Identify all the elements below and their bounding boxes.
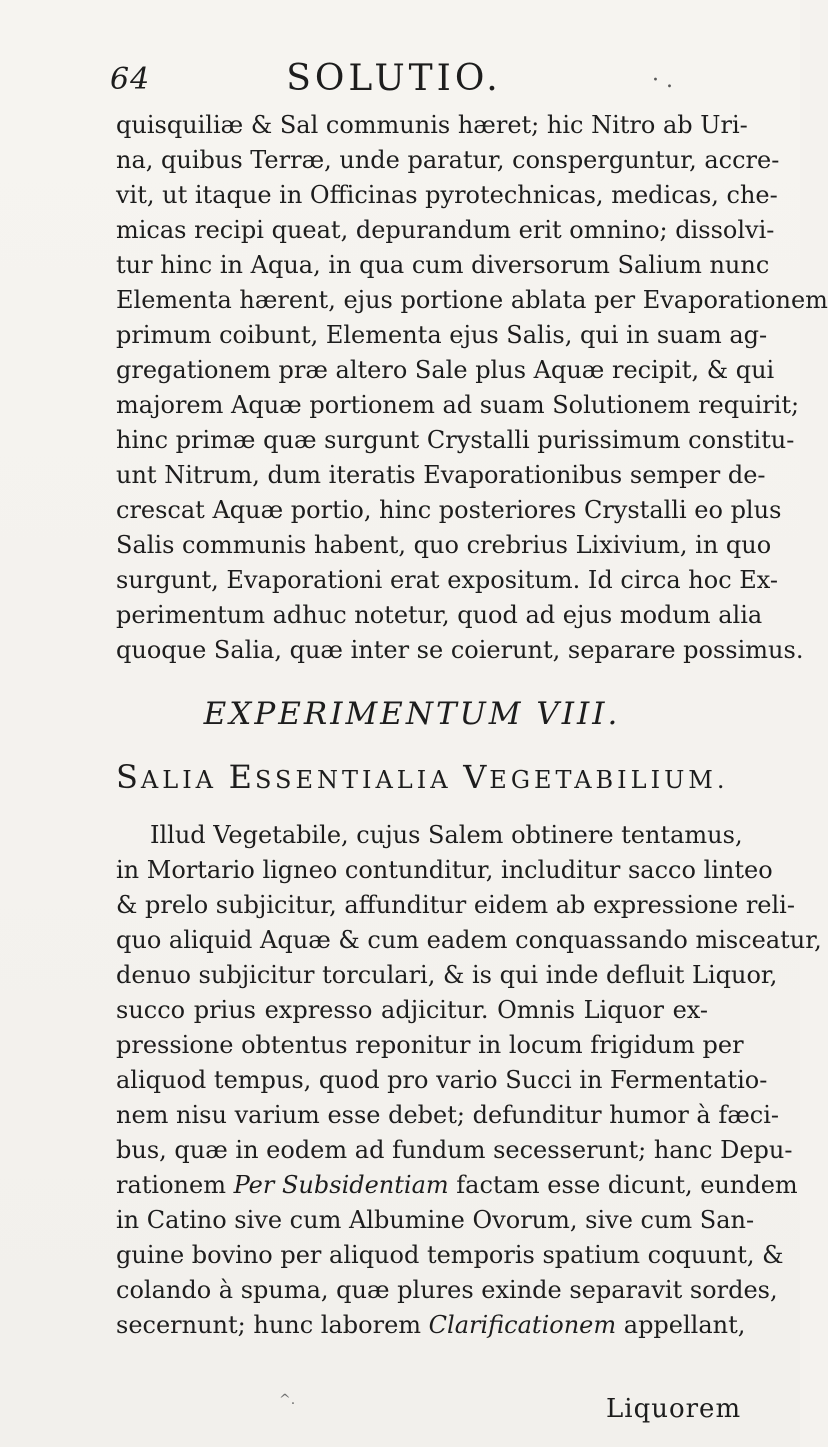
- text-fragment: secernunt; hunc laborem: [116, 1311, 429, 1339]
- text-fragment: appellant,: [616, 1311, 746, 1339]
- text-line: pressione obtentus reponitur in locum frigidum per: [116, 1031, 744, 1059]
- footer-mark: ^.: [279, 1392, 296, 1408]
- text-line: in Mortario ligneo contunditur, includitur sacco linteo: [116, 856, 773, 884]
- experiment-title: EXPERIMENTUM VIII.: [203, 696, 621, 732]
- text-fragment: factam esse dicunt, eundem: [448, 1171, 798, 1199]
- text-line: guine bovino per aliquod temporis spatium coquunt, &: [116, 1241, 784, 1269]
- text-line: quisquiliæ & Sal communis hæret; hic Nitro ab Uri-: [116, 111, 748, 139]
- text-line: quo aliquid Aquæ & cum eadem conquassando misceatur,: [116, 926, 822, 954]
- subtitle-word: ALIA: [140, 766, 229, 794]
- text-fragment: rationem: [116, 1171, 234, 1199]
- text-line: majorem Aquæ portionem ad suam Solutionem requirit;: [116, 391, 800, 419]
- text-line: vit, ut itaque in Officinas pyrotechnicas, medicas, che-: [116, 181, 778, 209]
- text-line: unt Nitrum, dum iteratis Evaporationibus semper de-: [116, 461, 766, 489]
- page-number: 64: [110, 62, 151, 97]
- text-line: Illud Vegetabile, cujus Salem obtinere tentamus,: [150, 821, 743, 849]
- text-line: nem nisu varium esse debet; defunditur humor à fæci-: [116, 1101, 780, 1129]
- paragraph-experiment: [116, 818, 822, 1343]
- text-line: surgunt, Evaporationi erat expositum. Id circa hoc Ex-: [116, 566, 779, 594]
- subtitle-initial: V: [463, 758, 490, 796]
- subtitle-initial: S: [116, 758, 141, 796]
- text-line: gregationem præ altero Sale plus Aquæ recipit, & qui: [116, 356, 775, 384]
- text-line: bus, quæ in eodem ad fundum secesserunt; hanc Depu-: [116, 1136, 793, 1164]
- running-head: SOLUTIO.: [286, 58, 502, 99]
- italic-term: Clarificationem: [428, 1311, 617, 1339]
- italic-term: Per Subsidentiam: [233, 1171, 449, 1199]
- text-line: denuo subjicitur torculari, & is qui inde defluit Liquor,: [116, 961, 778, 989]
- text-line: crescat Aquæ portio, hinc posteriores Crystalli eo plus: [116, 496, 782, 524]
- text-line: succo prius expresso adjicitur. Omnis Liquor ex-: [116, 996, 708, 1024]
- catchword: Liquorem: [606, 1394, 742, 1424]
- text-line: aliquod tempus, quod pro vario Succi in Fermentatio-: [116, 1066, 768, 1094]
- text-line: & prelo subjicitur, affunditur eidem ab expressione reli-: [116, 891, 795, 919]
- text-line: quoque Salia, quæ inter se coierunt, separare possimus.: [116, 636, 804, 664]
- text-line: hinc primæ quæ surgunt Crystalli purissimum constitu-: [116, 426, 795, 454]
- page-header: [0, 58, 800, 102]
- experiment-subtitle: [116, 758, 729, 796]
- text-line-per-subsidentiam: [116, 1168, 798, 1203]
- text-line: tur hinc in Aqua, in qua cum diversorum Salium nunc: [116, 251, 770, 279]
- subtitle-word: SSENTIALIA: [255, 766, 464, 794]
- header-mark: · .: [652, 68, 673, 93]
- text-line: Elementa hærent, ejus portione ablata per Evaporationem: [116, 286, 828, 314]
- text-line: primum coibunt, Elementa ejus Salis, qui in suam ag-: [116, 321, 768, 349]
- text-line: colando à spuma, quæ plures exinde separavit sordes,: [116, 1276, 778, 1304]
- text-line: na, quibus Terræ, unde paratur, consperguntur, accre-: [116, 146, 780, 174]
- subtitle-initial: E: [228, 758, 255, 796]
- text-line: perimentum adhuc notetur, quod ad ejus modum alia: [116, 601, 763, 629]
- page-body: [116, 108, 828, 1343]
- text-line: Salis communis habent, quo crebrius Lixivium, in quo: [116, 531, 772, 559]
- text-line: micas recipi queat, depurandum erit omnino; dissolvi-: [116, 216, 775, 244]
- text-line-clarificationem: [116, 1308, 746, 1343]
- text-line: in Catino sive cum Albumine Ovorum, sive cum San-: [116, 1206, 755, 1234]
- subtitle-word: EGETABILIUM.: [489, 766, 729, 794]
- paragraph-solutio: [116, 108, 828, 668]
